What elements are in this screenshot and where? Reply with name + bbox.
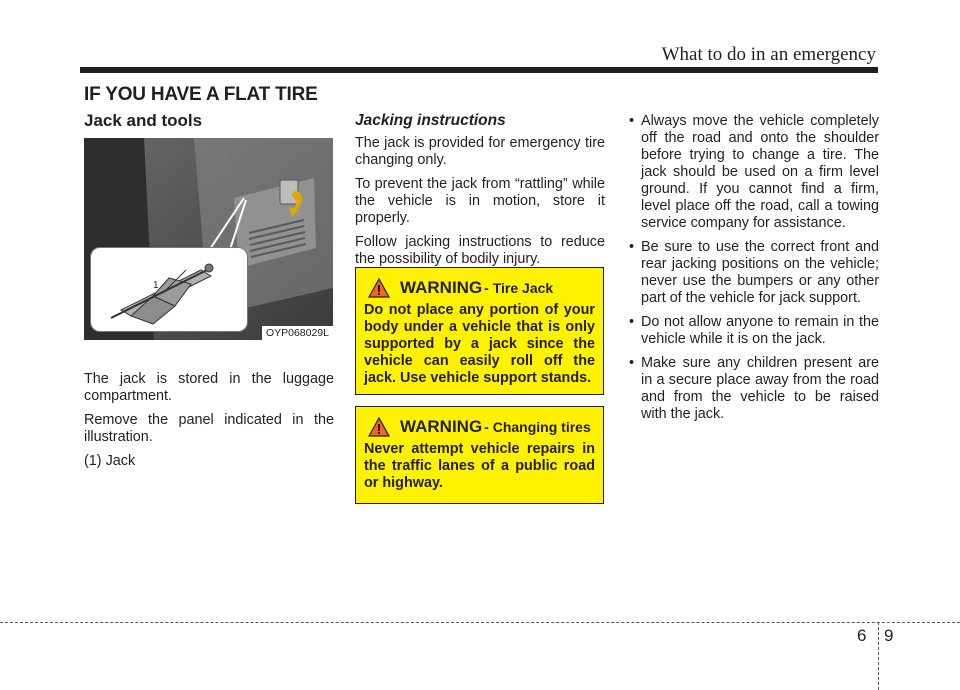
- paragraph: (1) Jack: [84, 453, 136, 469]
- callout-number: 1: [153, 280, 159, 291]
- list-item: • Make sure any children present are in a secure place away from the road and from the vehicle to be raised with the jack.: [627, 355, 879, 423]
- warning-box-tire-jack: [355, 267, 604, 395]
- paragraph: The jack is stored in the luggage compartment.: [84, 371, 334, 404]
- list-item: • Always move the vehicle completely off the road and onto the shoulder before trying to change a tire. The jack should be used on a firm level ground. If you cannot find a firm, level place off the road, call a towing service company for assistance.: [627, 113, 879, 232]
- header-rule: [80, 67, 878, 73]
- warning-body: Do not place any portion of your body under a vehicle that is only supported by a jack since the vehicle can easily roll off the jack. Use vehicle support stands.: [364, 302, 595, 386]
- footer-rule: [0, 622, 960, 623]
- warning-triangle-icon: [368, 417, 390, 437]
- luggage-compartment-figure: [84, 138, 333, 340]
- heading-jack-and-tools: Jack and tools: [84, 111, 203, 130]
- warning-body: Never attempt vehicle repairs in the traffic lanes of a public road or highway.: [364, 441, 595, 491]
- warning-subtitle: - Tire Jack: [484, 280, 554, 296]
- warning-triangle-icon: [368, 278, 390, 298]
- paragraph: Remove the panel indicated in the illustration.: [84, 412, 334, 445]
- column-safety-bullets: [627, 113, 879, 430]
- list-item: • Be sure to use the correct front and rear jacking positions on the vehicle; never use the bumpers or any other part of the vehicle for jack support.: [627, 239, 879, 307]
- warning-box-changing-tires: [355, 406, 604, 504]
- warning-word: WARNING: [400, 278, 483, 297]
- paragraph: To prevent the jack from “rattling” while the vehicle is in motion, store it properly.: [355, 176, 605, 226]
- jack-inset: [90, 247, 248, 332]
- warning-word: WARNING: [400, 417, 483, 436]
- paragraph: Follow jacking instructions to reduce the possibility of bodily injury.: [355, 234, 605, 267]
- column-jacking-instructions: [355, 111, 605, 275]
- bullet-list: [627, 113, 879, 423]
- footer-divider: [878, 622, 879, 690]
- chapter-number: 6: [857, 626, 867, 645]
- page-number: 9: [884, 626, 894, 645]
- list-item: • Do not allow anyone to remain in the vehicle while it is on the jack.: [627, 314, 879, 348]
- warning-header: [364, 417, 595, 437]
- warning-header: [364, 278, 595, 298]
- section-title: IF YOU HAVE A FLAT TIRE: [84, 84, 318, 105]
- paragraph: The jack is provided for emergency tire changing only.: [355, 135, 605, 168]
- warning-subtitle: - Changing tires: [484, 419, 591, 435]
- jack-illustration: [91, 248, 247, 331]
- chapter-title: What to do in an emergency: [661, 44, 876, 65]
- heading-jacking-instructions: Jacking instructions: [355, 112, 506, 129]
- figure-code: OYP068029L: [262, 326, 333, 340]
